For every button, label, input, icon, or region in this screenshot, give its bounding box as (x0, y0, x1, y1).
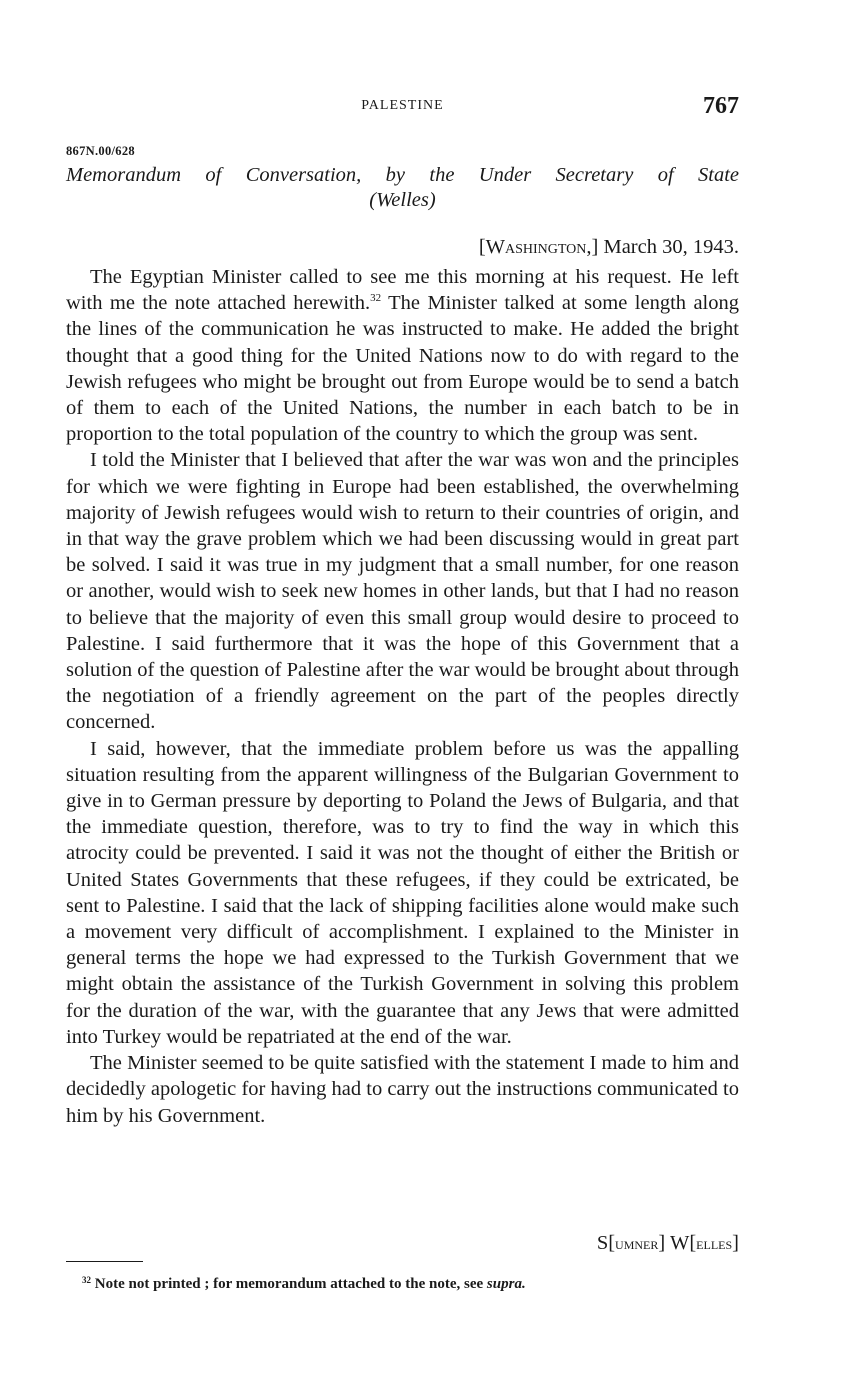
footnote-divider (66, 1261, 143, 1262)
footnote: $^{32}$ Note not printed ; for memorandum attached to the note, see supra. (82, 1275, 526, 1292)
document-title (66, 163, 739, 213)
footnote-marker: 32 (82, 1275, 91, 1285)
signature: S[umner] W[elles] (596, 1232, 739, 1254)
dateline: [Washington,] March 30, 1943. (478, 236, 739, 258)
running-header (66, 93, 739, 123)
document-page (66, 0, 739, 1380)
paragraph: The Egyptian Minister called to see me this morning at his request. He left with me the note attached herewith.$^{32}$ The Minister talked at some length along the lines of the communication he was instructed to make. He added the bright thought that a good thing for the United Nations now to do with regard to the Jewish refugees who might be brought out from Europe would be to send a batch of them to each of the United Nations, the number in each batch to be in proportion to the total population of the country to which the group was sent. (66, 266, 739, 446)
paragraph: The Minister seemed to be quite satisfied with the statement I made to him and decidedly apologetic for having had to carry out the instructions communicated to him by his Government. (66, 1052, 739, 1127)
document-title-line-1: Memorandum of Conversation, by the Under Secretary of State (66, 164, 739, 186)
dateline-date: March 30, 1943. (603, 236, 739, 258)
dateline-place: Washington (485, 236, 587, 258)
paragraph: I said, however, that the immediate problem before us was the appalling situation resulting from the apparent willingness of the Bulgarian Government to give in to German pressure by deporting to Poland the Jews of Bulgaria, and that the immediate question, therefore, was to try to find the way in which this atrocity could be prevented. I said it was not the thought of either the British or United States Governments that these refugees, if they could be extricated, be sent to Palestine. I said that the lack of shipping facilities alone would make such a movement very difficult of accomplishment. I explained to the Minister in general terms the hope we had expressed to the Turkish Government that we might obtain the assistance of the Turkish Government in solving this problem for the duration of the war, with the guarantee that any Jews that were admitted into Turkey would be repatriated at the end of the war. (66, 737, 739, 1048)
memorandum-body (66, 264, 739, 1129)
footnote-reference: 32 (370, 292, 382, 305)
page-number: 767 (703, 93, 739, 119)
document-title-line-2: (Welles) (369, 189, 436, 211)
paragraph: I told the Minister that I believed that after the war was won and the principles for which we were fighting in Europe had been established, the overwhelming majority of Jewish refugees would wish to return to their countries of origin, and in that way the grave problem which we had been discussing would in great part be solved. I said it was true in my judgment that a small number, for one reason or another, would wish to seek new homes in other lands, but that I had no reason to believe that the majority of even this small group would desire to proceed to Palestine. I said furthermore that it was the hope of this Government that a solution of the question of Palestine after the war would be brought about through the negotiation of a friendly agreement on the part of the peoples directly concerned. (66, 449, 739, 734)
file-number: 867N.00/628 (66, 144, 135, 158)
running-title: PALESTINE (361, 98, 444, 113)
